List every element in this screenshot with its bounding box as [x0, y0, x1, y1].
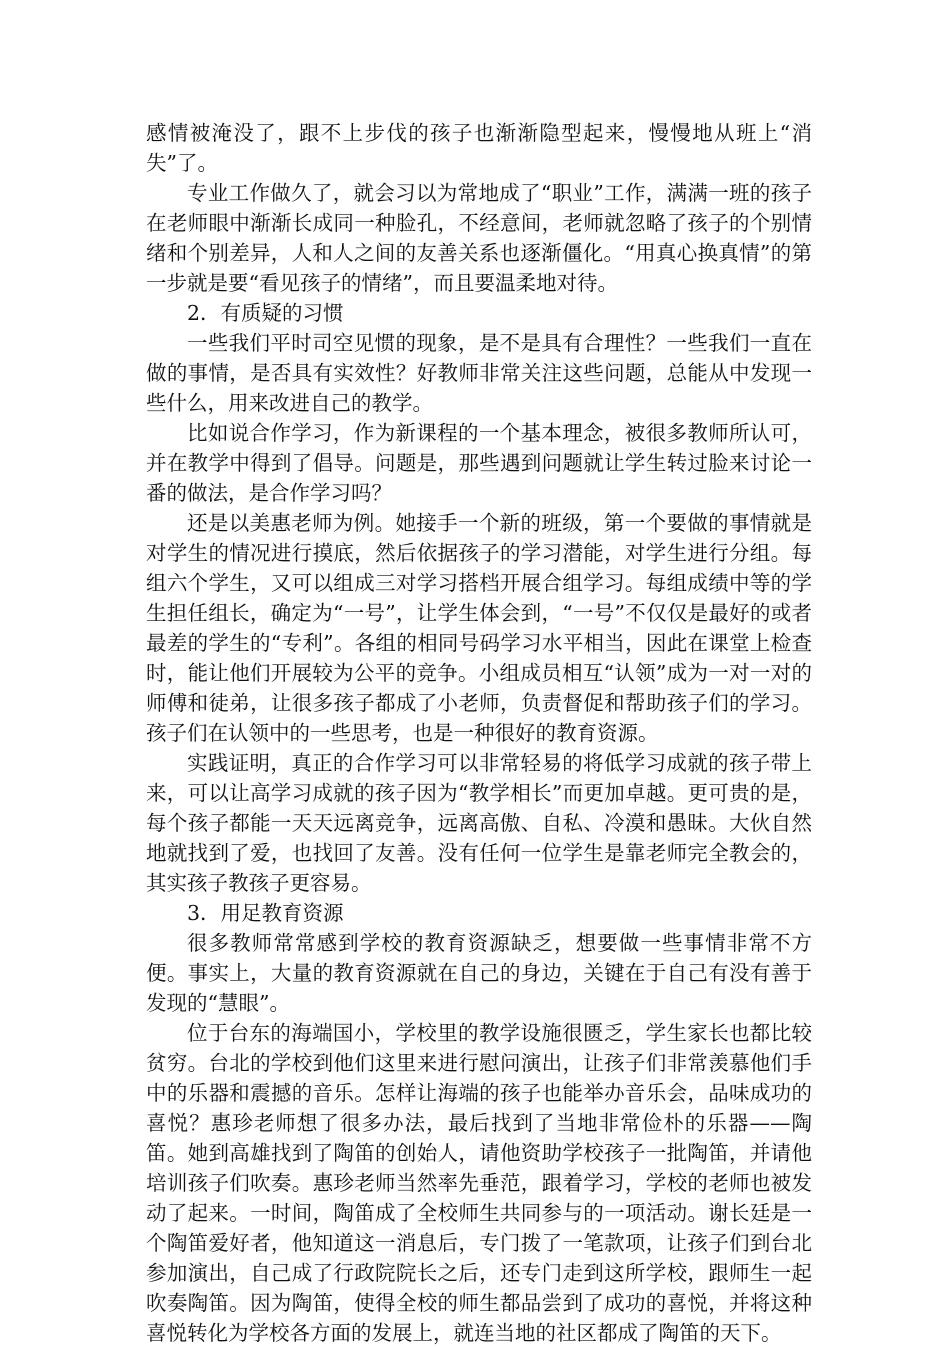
paragraph-practice-proof: 实践证明，真正的合作学习可以非常轻易的将低学习成就的孩子带上来，可以让高学习成就的孩子因为“教学相长”而更加卓越。更可贵的是，每个孩子都能一天天远离竞争，远离高傲、自私、冷漠和愚昧。大伙自然地就找到了爱，也找回了友善。没有任何一位学生是靠老师完全教会的，其实孩子教孩子更容易。	[146, 751, 812, 895]
paragraph-meihui-example: 还是以美惠老师为例。她接手一个新的班级，第一个要做的事情就是对学生的情况进行摸底，然后依据孩子的学习潜能，对学生进行分组。每组六个学生，又可以组成三对学习搭档开展合组学习。每组成绩中等的学生担任组长，确定为“一号”，让学生体会到，“一号”不仅仅是最好的或者最差的学生的“专利”。各组的相同号码学习水平相当，因此在课堂上检查时，能让他们开展较为公平的竞争。小组成员相互“认领”成为一对一对的师傅和徒弟，让很多孩子都成了小老师，负责督促和帮助孩子们的学习。孩子们在认领中的一些思考，也是一种很好的教育资源。	[146, 511, 812, 745]
paragraph-common-phenomena: 一些我们平时司空见惯的现象，是不是具有合理性？一些我们一直在做的事情，是否具有实效性？好教师非常关注这些问题，总能从中发现一些什么，用来改进自己的教学。	[146, 331, 812, 415]
paragraph-professional-work: 专业工作做久了，就会习以为常地成了“职业”工作，满满一班的孩子在老师眼中渐渐长成同一种脸孔，不经意间，老师就忽略了孩子的个别情绪和个别差异，人和人之间的友善关系也逐渐僵化。“用真心换真情”的第一步就是要“看见孩子的情绪”，而且要温柔地对待。	[146, 181, 812, 295]
paragraph-continued: 感情被淹没了，跟不上步伐的孩子也渐渐隐型起来，慢慢地从班上“消失”了。	[146, 121, 812, 175]
section-heading-questioning-habit: 2．有质疑的习惯	[187, 301, 344, 325]
section-heading-education-resources: 3．用足教育资源	[187, 901, 344, 925]
paragraph-haiduan-school: 位于台东的海端国小，学校里的教学设施很匮乏，学生家长也都比较贫穷。台北的学校到他们这里来进行慰问演出，让孩子们非常羡慕他们手中的乐器和震撼的音乐。怎样让海端的孩子也能举办音乐会，品味成功的喜悦？惠珍老师想了很多办法，最后找到了当地非常俭朴的乐器——陶笛。她到高雄找到了陶笛的创始人，请他资助学校孩子一批陶笛，并请他培训孩子们吹奏。惠珍老师当然率先垂范，跟着学习，学校的老师也被发动了起来。一时间，陶笛成了全校师生共同参与的一项活动。谢长廷是一个陶笛爱好者，他知道这一消息后，专门拨了一笔款项，让孩子们到台北参加演出，自己成了行政院院长之后，还专门走到这所学校，跟师生一起吹奏陶笛。因为陶笛，使得全校的师生都品尝到了成功的喜悦，并将这种喜悦转化为学校各方面的发展上，就连当地的社区都成了陶笛的天下。	[146, 1021, 812, 1345]
paragraph-cooperative-learning: 比如说合作学习，作为新课程的一个基本理念，被很多教师所认可，并在教学中得到了倡导。问题是，那些遇到问题就让学生转过脸来讨论一番的做法，是合作学习吗？	[146, 421, 812, 505]
document-body	[146, 118, 812, 1348]
paragraph-resource-shortage: 很多教师常常感到学校的教育资源缺乏，想要做一些事情非常不方便。事实上，大量的教育资源就在自己的身边，关键在于自己有没有善于发现的“慧眼”。	[146, 931, 812, 1015]
